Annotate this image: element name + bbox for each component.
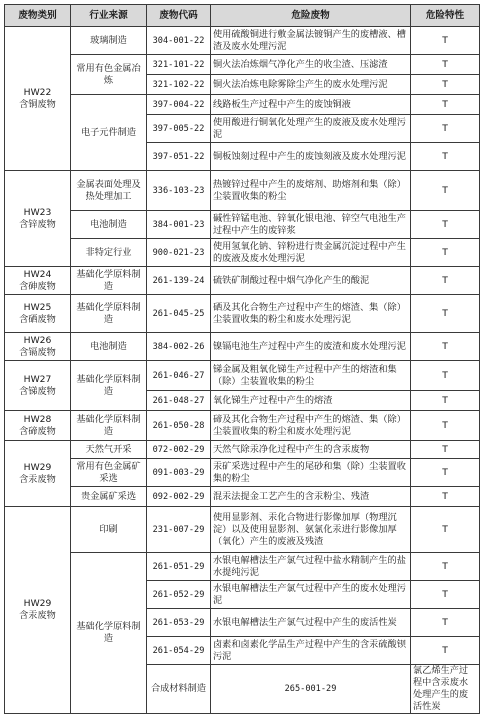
waste-category-cell xyxy=(5,333,71,361)
industry-source-cell: 天然气开采 xyxy=(71,441,147,459)
header-category: 废物类别 xyxy=(5,5,71,27)
waste-code-cell: 384-001-23 xyxy=(147,211,211,239)
header-code: 废物代码 xyxy=(147,5,211,27)
hazardous-waste-description-cell: 铜火法冶炼电除雾除尘产生的废水处理污泥 xyxy=(211,75,411,95)
table-row xyxy=(5,459,480,487)
table-row xyxy=(5,171,480,211)
waste-code-cell: 321-101-22 xyxy=(147,55,211,75)
waste-code-cell: 397-004-22 xyxy=(147,95,211,115)
category-name: 含碲废物 xyxy=(19,425,56,437)
category-name: 含汞废物 xyxy=(19,610,56,621)
hazard-characteristic-cell: T xyxy=(411,75,480,95)
industry-source-cell: 贵金属矿采选 xyxy=(71,487,147,507)
waste-category-cell xyxy=(5,27,71,171)
hazard-characteristic-cell: T xyxy=(411,411,480,441)
waste-code-cell: 384-002-26 xyxy=(147,333,211,361)
waste-code-cell: 231-007-29 xyxy=(147,507,211,553)
category-code: HW29 xyxy=(23,461,52,473)
hazardous-waste-description-cell: 卤素和卤素化学品生产过程中产生的含汞硫酸钡污泥 xyxy=(211,637,411,665)
industry-source-cell: 非特定行业 xyxy=(71,239,147,267)
hazard-characteristic-cell: T xyxy=(411,609,480,637)
table-row xyxy=(5,507,480,553)
hazard-characteristic-cell: T xyxy=(411,27,480,55)
industry-source-cell: 合成材料制造 xyxy=(147,665,211,714)
hazard-characteristic-cell: T xyxy=(411,553,480,581)
industry-source-cell: 印刷 xyxy=(71,507,147,553)
industry-source-cell: 基础化学原料制造 xyxy=(71,553,147,714)
table-row xyxy=(5,95,480,115)
waste-category-cell xyxy=(5,267,71,295)
industry-source-cell: 常用有色金属矿采选 xyxy=(71,459,147,487)
category-name: 含铜废物 xyxy=(19,98,56,110)
category-name: 含镉废物 xyxy=(19,346,56,358)
table-row xyxy=(5,487,480,507)
category-code: HW26 xyxy=(23,334,52,346)
hazardous-waste-description-cell: 碱性锌锰电池、锌氧化银电池、锌空气电池生产过程中产生的废锌浆 xyxy=(211,211,411,239)
hazardous-waste-description-cell: 汞矿采选过程中产生的尾砂和集（除）尘装置收集的粉尘 xyxy=(211,459,411,487)
hazardous-waste-table xyxy=(4,4,480,714)
industry-source-cell: 电池制造 xyxy=(71,211,147,239)
category-code: HW27 xyxy=(23,373,52,385)
table-row xyxy=(5,211,480,239)
waste-code-cell: 072-002-29 xyxy=(147,441,211,459)
industry-source-cell: 玻璃制造 xyxy=(71,27,147,55)
waste-code-cell: 261-046-27 xyxy=(147,361,211,391)
hazardous-waste-description-cell: 热镀锌过程中产生的废熔剂、助熔剂和集（除）尘装置收集的粉尘 xyxy=(211,171,411,211)
hazardous-waste-description-cell: 镍镉电池生产过程中产生的废渣和废水处理污泥 xyxy=(211,333,411,361)
header-industry: 行业来源 xyxy=(71,5,147,27)
waste-code-cell: 397-005-22 xyxy=(147,115,211,143)
hazard-characteristic-cell: T xyxy=(411,441,480,459)
table-row xyxy=(5,411,480,441)
hazard-characteristic-cell: T xyxy=(411,333,480,361)
hazard-characteristic-cell: T xyxy=(411,115,480,143)
industry-source-cell: 基础化学原料制造 xyxy=(71,267,147,295)
industry-source-cell: 电池制造 xyxy=(71,333,147,361)
hazard-characteristic-cell: T xyxy=(411,171,480,211)
category-code: HW28 xyxy=(23,413,52,425)
hazard-characteristic-cell: T xyxy=(411,295,480,333)
waste-category-cell xyxy=(5,295,71,333)
header-row xyxy=(5,5,480,27)
industry-source-cell: 常用有色金属冶炼 xyxy=(71,55,147,95)
waste-category-cell xyxy=(5,171,71,267)
hazard-characteristic-cell: T xyxy=(411,637,480,665)
hazardous-waste-description-cell: 氧化锑生产过程中产生的熔渣 xyxy=(211,391,411,411)
hazardous-waste-description-cell: 水银电解槽法生产氯气过程中产生的废活性炭 xyxy=(211,609,411,637)
category-name: 含锌废物 xyxy=(19,218,56,230)
category-name: 含汞废物 xyxy=(19,473,56,485)
industry-source-cell: 电子元件制造 xyxy=(71,95,147,171)
waste-code-cell: 261-052-29 xyxy=(147,581,211,609)
waste-category-cell xyxy=(5,507,71,714)
hazardous-waste-description-cell: 使用显影剂、汞化合物进行影像加厚（物理沉淀）以及使用显影剂、氨氯化汞进行影像加厚（氧化）产生的废液及残渣 xyxy=(211,507,411,553)
hazardous-waste-description-cell: 混汞法提金工艺产生的含汞粉尘、残渣 xyxy=(211,487,411,507)
waste-code-cell: 261-054-29 xyxy=(147,637,211,665)
hazard-characteristic-cell: T xyxy=(411,487,480,507)
category-code: HW29 xyxy=(23,598,52,609)
category-code: HW25 xyxy=(23,301,52,313)
category-name: 含硒废物 xyxy=(19,313,56,325)
waste-code-cell: 092-002-29 xyxy=(147,487,211,507)
hazardous-waste-description-cell: 锑金属及粗氧化锑生产过程中产生的熔渣和集（除）尘装置收集的粉尘 xyxy=(211,361,411,391)
table-row xyxy=(5,361,480,391)
category-name: 含锑废物 xyxy=(19,385,56,397)
hazardous-waste-description-cell: 使用硫酸铜进行敷金属法镀铜产生的废槽液、槽渣及废水处理污泥 xyxy=(211,27,411,55)
hazardous-waste-description-cell: 线路板生产过程中产生的废蚀铜液 xyxy=(211,95,411,115)
hazard-characteristic-cell: T xyxy=(411,459,480,487)
category-code: HW22 xyxy=(23,86,52,98)
waste-code-cell: 397-051-22 xyxy=(147,143,211,171)
table-row xyxy=(5,441,480,459)
waste-code-cell: 261-051-29 xyxy=(147,553,211,581)
category-code: HW23 xyxy=(23,206,52,218)
table-body xyxy=(5,27,480,714)
hazardous-waste-description-cell: 氯乙烯生产过程中含汞废水处理产生的废活性炭 xyxy=(411,665,480,714)
hazard-characteristic-cell: T xyxy=(411,239,480,267)
hazardous-waste-description-cell: 水银电解槽法生产氯气过程中盐水精制产生的盐水提纯污泥 xyxy=(211,553,411,581)
waste-code-cell: 091-003-29 xyxy=(147,459,211,487)
hazardous-waste-description-cell: 水银电解槽法生产氯气过程中产生的废水处理污泥 xyxy=(211,581,411,609)
table-row xyxy=(5,553,480,581)
hazard-characteristic-cell: T xyxy=(411,361,480,391)
waste-code-cell: 261-048-27 xyxy=(147,391,211,411)
table-row xyxy=(5,55,480,75)
hazardous-waste-description-cell: 铜板蚀刻过程中产生的废蚀刻液及废水处理污泥 xyxy=(211,143,411,171)
industry-source-cell: 基础化学原料制造 xyxy=(71,295,147,333)
waste-code-cell: 261-050-28 xyxy=(147,411,211,441)
waste-category-cell xyxy=(5,411,71,441)
table-row xyxy=(5,267,480,295)
hazard-characteristic-cell: T xyxy=(411,391,480,411)
hazard-characteristic-cell: T xyxy=(411,143,480,171)
hazardous-waste-description-cell: 硫铁矿制酸过程中烟气净化产生的酸泥 xyxy=(211,267,411,295)
hazard-characteristic-cell: T xyxy=(411,507,480,553)
waste-code-cell: 265-001-29 xyxy=(211,665,411,714)
hazardous-waste-description-cell: 使用氢氧化钠、锌粉进行贵金属沉淀过程中产生的废液及废水处理污泥 xyxy=(211,239,411,267)
hazardous-waste-description-cell: 铜火法冶炼烟气净化产生的收尘渣、压滤渣 xyxy=(211,55,411,75)
hazard-characteristic-cell: T xyxy=(411,267,480,295)
hazardous-waste-description-cell: 硒及其化合物生产过程中产生的熔渣、集（除）尘装置收集的粉尘和废水处理污泥 xyxy=(211,295,411,333)
table-row xyxy=(5,333,480,361)
waste-code-cell: 336-103-23 xyxy=(147,171,211,211)
waste-code-cell: 304-001-22 xyxy=(147,27,211,55)
category-name: 含砷废物 xyxy=(19,280,56,292)
industry-source-cell: 基础化学原料制造 xyxy=(71,411,147,441)
table-row xyxy=(5,239,480,267)
header-hazard: 危险特性 xyxy=(411,5,480,27)
header-waste: 危险废物 xyxy=(211,5,411,27)
waste-code-cell: 261-053-29 xyxy=(147,609,211,637)
table-row xyxy=(5,295,480,333)
category-code: HW24 xyxy=(23,268,52,280)
hazardous-waste-description-cell: 碲及其化合物生产过程中产生的熔渣、集（除）尘装置收集的粉尘和废水处理污泥 xyxy=(211,411,411,441)
hazardous-waste-description-cell: 使用酸进行铜氧化处理产生的废液及废水处理污泥 xyxy=(211,115,411,143)
table-row xyxy=(5,27,480,55)
hazard-characteristic-cell: T xyxy=(411,211,480,239)
waste-code-cell: 321-102-22 xyxy=(147,75,211,95)
hazard-characteristic-cell: T xyxy=(411,581,480,609)
waste-code-cell: 900-021-23 xyxy=(147,239,211,267)
waste-category-cell xyxy=(5,441,71,507)
waste-category-cell xyxy=(5,361,71,411)
waste-code-cell: 261-139-24 xyxy=(147,267,211,295)
waste-code-cell: 261-045-25 xyxy=(147,295,211,333)
industry-source-cell: 基础化学原料制造 xyxy=(71,361,147,411)
hazard-characteristic-cell: T xyxy=(411,55,480,75)
hazardous-waste-description-cell: 天然气除汞净化过程中产生的含汞废物 xyxy=(211,441,411,459)
industry-source-cell: 金属表面处理及热处理加工 xyxy=(71,171,147,211)
hazard-characteristic-cell: T xyxy=(411,95,480,115)
